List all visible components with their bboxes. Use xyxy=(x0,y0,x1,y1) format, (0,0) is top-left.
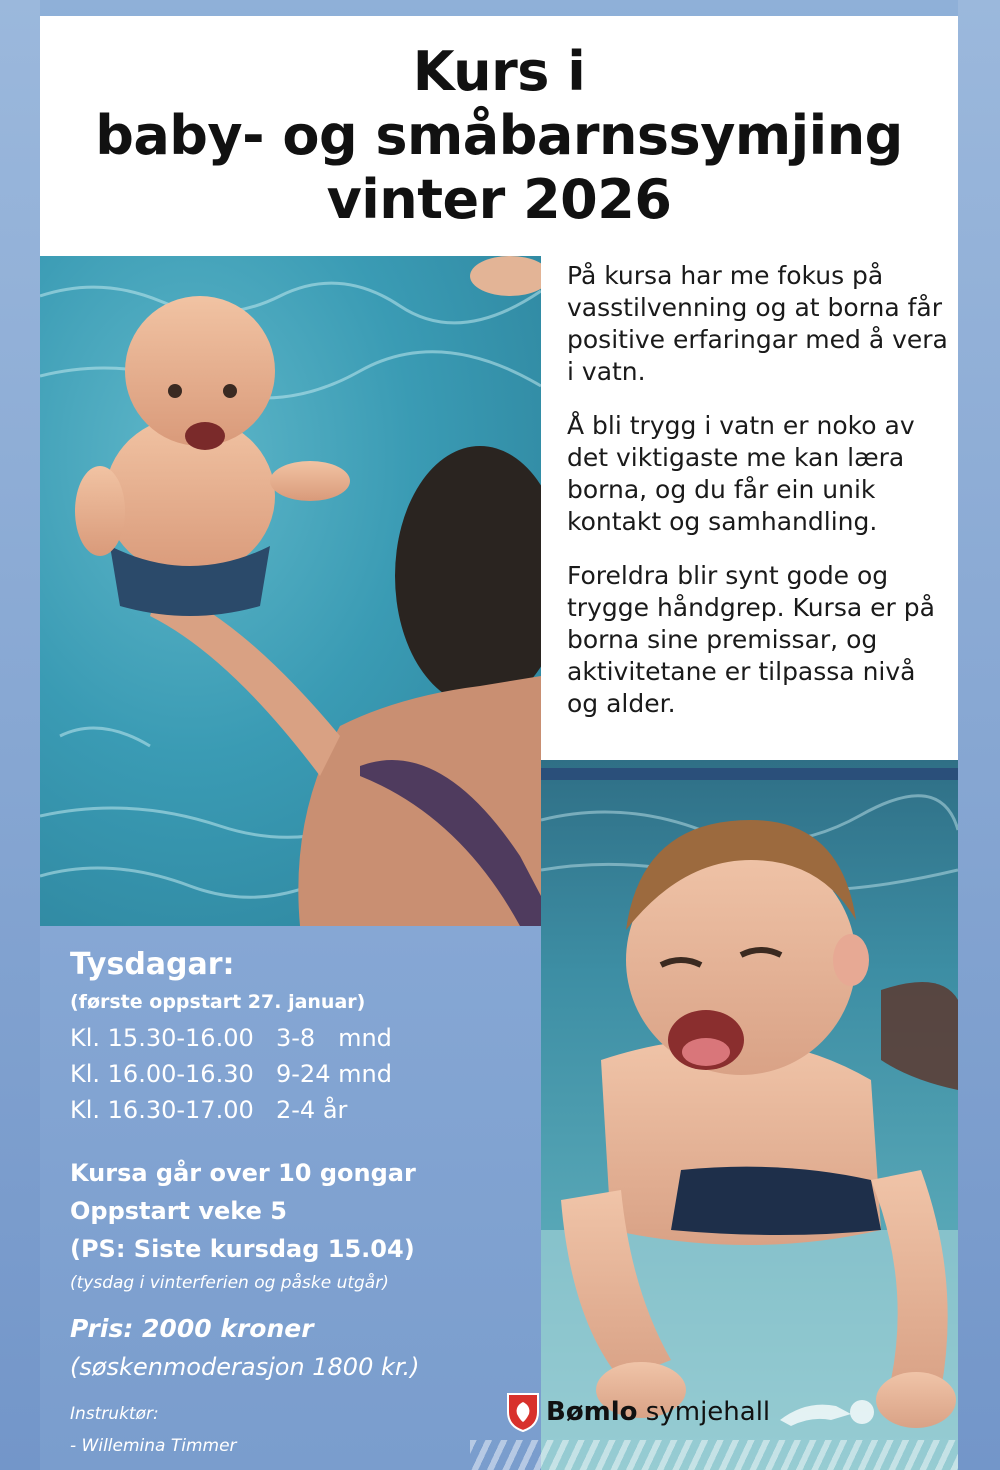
logo-rest: symjehall xyxy=(637,1397,771,1427)
schedule-time: Kl. 16.30-17.00 xyxy=(70,1096,254,1124)
schedule-age: 2-4 år xyxy=(276,1096,348,1124)
course-day: Tysdagar: xyxy=(70,947,235,982)
sibling-discount: (søskenmoderasjon 1800 kr.) xyxy=(70,1353,420,1381)
start-week: Oppstart veke 5 xyxy=(70,1197,287,1225)
instructor-label: Instruktør: xyxy=(70,1404,159,1424)
instructor-name: - Willemina Timmer xyxy=(70,1436,237,1456)
pool-illustration-2 xyxy=(541,760,958,1470)
exception-note: (tysdag i vinterferien og påske utgår) xyxy=(70,1273,389,1293)
first-start-note: (første oppstart 27. januar) xyxy=(70,991,366,1013)
title-line-1: Kurs i xyxy=(412,40,586,103)
schedule-panel xyxy=(40,926,541,1470)
last-course-day: (PS: Siste kursdag 15.04) xyxy=(70,1235,415,1263)
schedule-time: Kl. 15.30-16.00 xyxy=(70,1024,254,1052)
sessions-count: Kursa går over 10 gongar xyxy=(70,1159,416,1187)
schedule-row xyxy=(70,1020,541,1056)
schedule-row xyxy=(70,1056,541,1092)
schedule-row xyxy=(70,1092,541,1128)
description-panel xyxy=(541,256,958,760)
title-line-2: baby- og småbarnssymjing xyxy=(95,104,903,167)
decorative-stripes xyxy=(470,1440,958,1470)
description-paragraph-3: Foreldra blir synt gode og trygge håndgrep. Kursa er på borna sine premissar, og aktivitetane er tilpassa nivå og alder. xyxy=(567,561,935,718)
left-border xyxy=(0,0,40,1470)
schedule-age: 3-8 mnd xyxy=(276,1024,392,1052)
right-border xyxy=(958,0,1000,1470)
bomlo-symjehall-logo xyxy=(506,1390,886,1434)
municipality-shield-icon xyxy=(506,1392,540,1432)
title-line-3: vinter 2026 xyxy=(326,168,672,231)
logo-text xyxy=(546,1397,770,1427)
title-box xyxy=(40,16,958,256)
description-paragraph-2: Å bli trygg i vatn er noko av det viktigaste me kan læra borna, og du får ein unik kontakt og samhandling. xyxy=(567,411,915,536)
schedule-age: 9-24 mnd xyxy=(276,1060,392,1088)
swimmer-icon xyxy=(776,1390,886,1434)
price: Pris: 2000 kroner xyxy=(70,1314,314,1343)
photo-baby-with-parent xyxy=(40,256,541,926)
photo-laughing-toddler xyxy=(541,760,958,1470)
schedule-time: Kl. 16.00-16.30 xyxy=(70,1060,254,1088)
logo-bold: Bømlo xyxy=(546,1397,638,1427)
description-paragraph-1: På kursa har me fokus på vasstilvenning og at borna får positive erfaringar med å vera i vatn. xyxy=(567,261,948,386)
pool-illustration-1 xyxy=(40,256,541,926)
